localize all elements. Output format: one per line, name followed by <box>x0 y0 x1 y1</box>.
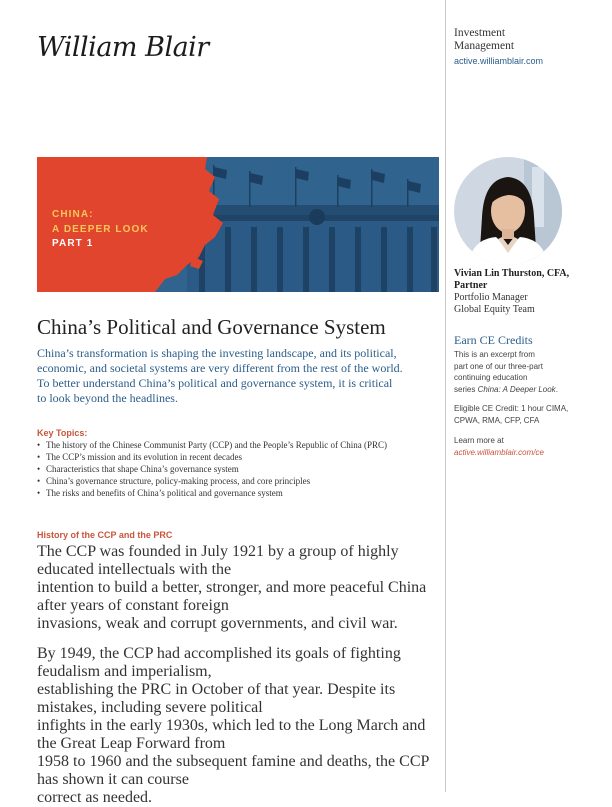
intro-line: to look beyond the headlines. <box>37 391 178 405</box>
ce-heading: Earn CE Credits <box>454 333 533 347</box>
body-line: correct as needed. <box>37 789 153 806</box>
intro-line: To better understand China’s political and governance system, it is critical <box>37 376 393 390</box>
author-name-line-1: Vivian Lin Thurston, CFA, <box>454 268 570 279</box>
series-part: PART 1 <box>52 238 94 249</box>
body-line: The CCP was founded in July 1921 by a group of highly educated intellectuals with the <box>37 543 399 578</box>
history-section <box>37 530 442 807</box>
author-photo <box>454 157 562 265</box>
intro-paragraph <box>37 346 437 406</box>
ce-credits-sidebar <box>454 333 594 458</box>
ce-desc-prefix: series <box>454 384 478 394</box>
ce-learn-more-label: Learn more at <box>454 436 504 445</box>
author-team: Global Equity Team <box>454 304 535 315</box>
william-blair-logo: William Blair <box>37 32 209 63</box>
body-line: infights in the early 1930s, which led to the Long March and the Great Leap Forward from <box>37 717 426 752</box>
key-topic-item: • The history of the Chinese Communist Party (CCP) and the People’s Republic of China (PRC) <box>37 439 421 451</box>
ce-eligibility <box>454 403 594 426</box>
body-line: invasions, weak and corrupt governments, and civil war. <box>37 615 398 632</box>
website-link[interactable]: active.williamblair.com <box>454 56 544 66</box>
key-topic-item: • The risks and benefits of China’s political and governance system <box>37 487 437 499</box>
body-line: By 1949, the CCP had accomplished its goals of fighting feudalism and imperialism, <box>37 645 401 680</box>
series-line-1: CHINA: <box>52 209 94 220</box>
key-topics-heading: Key Topics: <box>37 428 88 438</box>
division-block <box>454 27 543 68</box>
series-line-2: A DEEPER LOOK <box>52 223 149 235</box>
page-title: China’s Political and Governance System <box>37 315 386 339</box>
key-topic-item: • Characteristics that shape China’s governance system <box>37 463 437 475</box>
ce-learn-more <box>454 435 594 458</box>
key-topics-list <box>37 439 437 499</box>
key-topics <box>37 428 437 499</box>
ce-desc-line-1: This is an excerpt from <box>454 350 535 359</box>
author-role: Portfolio Manager <box>454 292 528 303</box>
author-name-line-2: Partner <box>454 280 488 291</box>
ce-desc-suffix: . <box>555 384 558 394</box>
portrait-image <box>454 157 562 265</box>
body-line: establishing the PRC in October of that year. Despite its mistakes, including severe political <box>37 681 396 716</box>
intro-line: economic, and societal systems are very different from the rest of the world. <box>37 361 403 375</box>
history-heading: History of the CCP and the PRC <box>37 530 173 540</box>
intro-line: China’s transformation is shaping the investing landscape, and its political, <box>37 346 397 360</box>
key-topic-item: • The CCP’s mission and its evolution in recent decades <box>37 451 437 463</box>
vertical-divider <box>445 0 446 792</box>
ce-series-name: China: A Deeper Look <box>477 384 556 394</box>
ce-description <box>454 349 594 395</box>
author-info <box>454 268 569 316</box>
series-label <box>52 208 149 252</box>
ce-eligible-line-1: Eligible CE Credit: 1 hour CIMA, <box>454 404 569 413</box>
division-line-2: Management <box>454 40 515 52</box>
key-topic-item: • China’s governance structure, policy-making process, and core principles <box>37 475 437 487</box>
division-line-1: Investment <box>454 27 506 39</box>
body-line: intention to build a better, stronger, and more peaceful China after years of constant foreign <box>37 579 427 614</box>
ce-eligible-line-2: CPWA, RMA, CFP, CFA <box>454 415 540 425</box>
ce-desc-line-3: continuing education <box>454 373 528 382</box>
ce-link[interactable]: active.williamblair.com/ce <box>454 447 544 457</box>
body-line: 1958 to 1960 and the subsequent famine and deaths, the CCP has shown it can course <box>37 753 429 788</box>
ce-desc-line-2: part one of our three-part <box>454 361 543 371</box>
